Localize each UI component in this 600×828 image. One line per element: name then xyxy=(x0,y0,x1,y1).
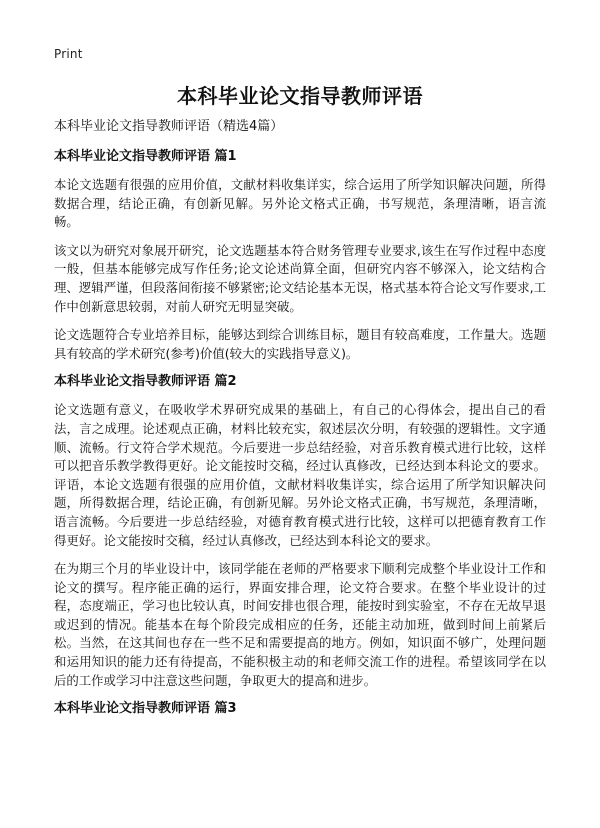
paragraph: 本论文选题有很强的应用价值，文献材料收集详实，综合运用了所学知识解决问题，所得数据合理，结论正确，有创新见解。另外论文格式正确，书写规范，条理清晰，语言流畅。 xyxy=(54,177,546,230)
section-heading: 本科毕业论文指导教师评语 篇2 xyxy=(54,374,237,390)
section-2 xyxy=(54,373,546,690)
paragraph: 论文选题有意义，在吸收学术界研究成果的基础上，有自己的心得体会，提出自己的看法，言之成理。论述观点正确，材料比较充实，叙述层次分明，有较强的逻辑性。文字通顺、流畅。行文符合学术规范。今后要进一步总结经验，对音乐教育模式进行比较，这样可以把音乐教学教得更好。论文能按时交稿，经过认真修改，已经达到本科论文的要求。 评语，本论文选题有很强的应用价值，文献材料收集详实，综合运用了所学知识解决问题，所得数据合理，结论正确，有创新见解。另外论文格式正确，书写规范，条理清晰，语言流畅。今后要进一步总结经验，对德育教育模式进行比较，这样可以把德育教育工作得更好。论文能按时交稿，经过认真修改，已经达到本科论文的要求。 xyxy=(54,402,546,548)
section-3 xyxy=(54,700,546,718)
paragraph: 该文以为研究对象展开研究，论文选题基本符合财务管理专业要求,该生在写作过程中态度一般，但基本能够完成写作任务;论文论述尚算全面，但研究内容不够深入，论文结构合理、逻辑严谨，但段落间衔接不够紧密;论文结论基本无误，格式基本符合论文写作要求,工作中创新意思较弱，对前人研究无明显突破。 xyxy=(54,242,546,314)
paragraph: 在为期三个月的毕业设计中，该同学能在老师的严格要求下顺利完成整个毕业设计工作和论文的撰写。程序能正确的运行，界面安排合理，论文符合要求。在整个毕业设计的过程，态度端正，学习也比较认真，时间安排也很合理，能按时到实验室，不存在无故早退或迟到的情况。能基本在每个阶段完成相应的任务，还能主动加班，做到时间上前紧后松。当然，在这其间也存在一些不足和需要提高的地方。例如，知识面不够广，处理问题和运用知识的能力还有待提高，不能积极主动的和老师交流工作的进程。希望该同学在以后的工作或学习中注意这些问题，争取更大的提高和进步。 xyxy=(54,561,546,688)
page-title: 本科毕业论文指导教师评语 xyxy=(177,84,423,108)
document-body xyxy=(54,118,546,728)
section-heading: 本科毕业论文指导教师评语 篇1 xyxy=(54,149,237,164)
section-heading: 本科毕业论文指导教师评语 篇3 xyxy=(54,701,237,717)
document-subtitle: 本科毕业论文指导教师评语（精选4篇） xyxy=(54,119,284,134)
print-label[interactable]: Print xyxy=(54,47,83,61)
paragraph: 论文选题符合专业培养目标，能够达到综合训练目标，题目有较高难度，工作量大。选题具有较高的学术研究(参考)价值(较大的实践指导意义)。 xyxy=(54,327,546,361)
section-1 xyxy=(54,148,546,363)
